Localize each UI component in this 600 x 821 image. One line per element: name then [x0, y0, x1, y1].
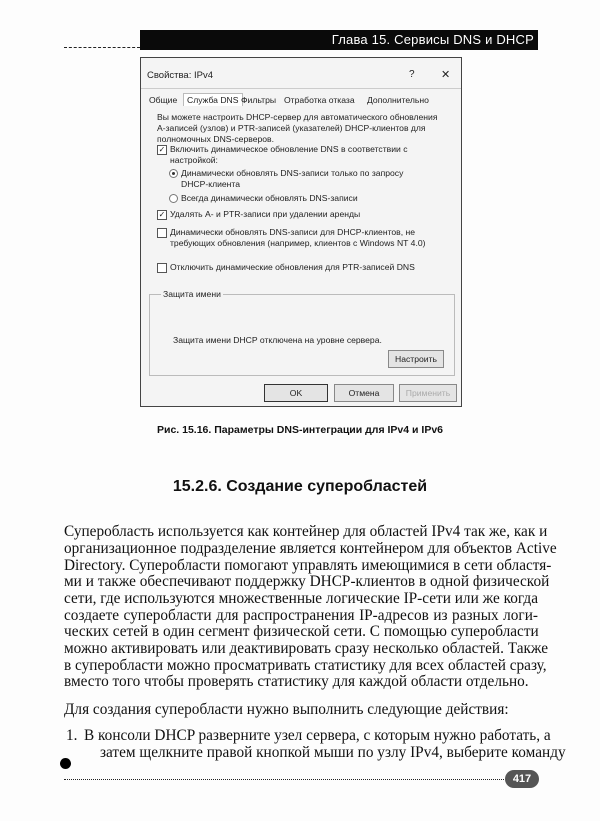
update-legacy-checkbox[interactable]: [157, 228, 167, 238]
always-label: Всегда динамически обновлять DNS-записи: [181, 193, 358, 203]
list-item-line: затем щелкните правой кнопкой мыши по узлу IPv4, выберите команду: [100, 744, 566, 761]
paragraph-line: ческих сетей в один сегмент физической сети. С помощью суперобласти: [64, 623, 539, 640]
help-button[interactable]: ?: [409, 69, 415, 80]
paragraph-line: Суперобласть используется как контейнер для областей IPv4 так же, как и: [64, 523, 548, 540]
paragraph-line: ми и также обеспечивают поддержку DHCP-клиентов в одной физической: [64, 573, 550, 590]
tab-advanced[interactable]: Дополнительно: [367, 95, 429, 105]
disable-ptr-checkbox[interactable]: [157, 263, 167, 273]
enable-dynamic-label: Включить динамическое обновление DNS в соответствии с: [170, 144, 408, 154]
running-header: [140, 30, 538, 50]
tab-dns[interactable]: Служба DNS: [183, 93, 243, 106]
paragraph-line: вместо того чтобы проверять статистику для каждой области отдельно.: [64, 673, 529, 690]
paragraph-line: в суперобласти можно просматривать статистику для всех областей сразу,: [64, 657, 547, 674]
update-legacy-label: Динамически обновлять DNS-записи для DHCP-клиентов, не: [170, 227, 416, 237]
list-item-line: В консоли DHCP разверните узел сервера, с которым нужно работать, а: [84, 727, 551, 744]
delete-records-checkbox[interactable]: ✓: [158, 210, 166, 219]
on-request-label: DHCP-клиента: [181, 179, 241, 189]
apply-button[interactable]: Применить: [399, 384, 457, 402]
tab-filters[interactable]: Фильтры: [241, 95, 277, 105]
configure-button[interactable]: Настроить: [388, 350, 444, 368]
paragraph-line: сети, где используются множественные логические IP-сети или же когда: [64, 590, 538, 607]
cancel-button[interactable]: Отмена: [334, 384, 394, 402]
page-number: 417: [505, 770, 539, 788]
ipv4-properties-dialog: [140, 57, 462, 407]
paragraph-line: организационное подразделение является контейнером для объектов Active: [64, 540, 557, 557]
on-request-radio[interactable]: [169, 169, 178, 178]
description-line: A-записей (узлов) и PTR-записей (указателей) DHCP-клиентов для: [157, 123, 426, 133]
dialog-title: Свойства: IPv4: [147, 70, 214, 81]
on-request-label: Динамически обновлять DNS-записи только по запросу: [181, 168, 404, 178]
description-line: Вы можете настроить DHCP-сервер для автоматического обновления: [157, 112, 438, 122]
tab-failover[interactable]: Отработка отказа: [284, 95, 355, 105]
description-line: полномочных DNS-серверов.: [157, 134, 274, 144]
disable-ptr-label: Отключить динамические обновления для PTR-записей DNS: [170, 262, 415, 272]
ok-button[interactable]: OK: [264, 384, 328, 402]
paragraph-line: Directory. Суперобласти помогают управлять имеющимися в сети областя-: [64, 557, 552, 574]
footer-divider: [64, 779, 504, 780]
paragraph-line: можно активировать или деактивировать сразу несколько областей. Также: [64, 640, 549, 657]
always-radio[interactable]: [169, 194, 178, 203]
update-legacy-label: требующих обновления (например, клиентов с Windows NT 4.0): [170, 238, 426, 248]
close-button[interactable]: ✕: [441, 69, 451, 81]
list-number: 1.: [66, 727, 78, 744]
enable-dynamic-label: настройкой:: [170, 155, 218, 165]
chapter-title: Глава 15. Сервисы DNS и DHCP: [331, 32, 534, 47]
header-divider: [64, 47, 140, 48]
enable-dynamic-checkbox[interactable]: ✓: [158, 145, 166, 154]
tab-general[interactable]: Общие: [149, 95, 178, 105]
delete-records-label: Удалять A- и PTR-записи при удалении аренды: [170, 209, 361, 219]
paragraph-2: Для создания суперобласти нужно выполнить следующие действия:: [64, 701, 509, 718]
bullet-marker: [60, 758, 71, 769]
section-title: 15.2.6. Создание суперобластей: [172, 478, 428, 495]
name-protection-status: Защита имени DHCP отключена на уровне сервера.: [173, 335, 382, 345]
name-protection-legend: Защита имени: [163, 289, 221, 299]
figure-caption: Рис. 15.16. Параметры DNS-интеграции для IPv4 и IPv6: [156, 424, 443, 436]
paragraph-line: создаете суперобласти для распространения IP-адресов из разных логи-: [64, 607, 538, 624]
